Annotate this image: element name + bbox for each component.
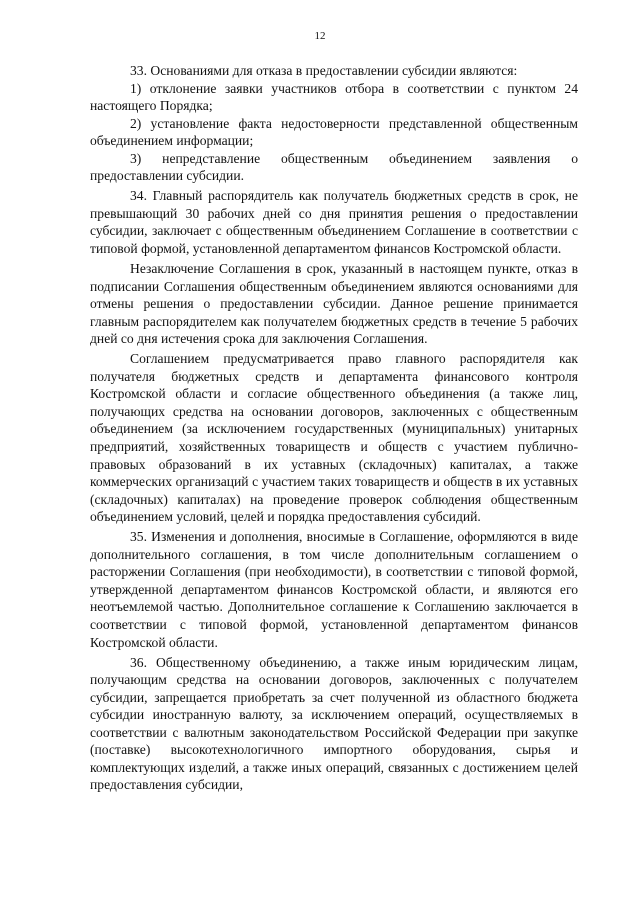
paragraph-36: 36. Общественному объединению, а также иным юридическим лицам, получающим средства на основании договоров, заключенных с получателем субсидии, запрещается приобретать за счет полученной из областного бюджета субсидии иностранную валюту, за исключением операций, осуществляемых в соответствии с валютным законодательством Российской Федерации при закупке (поставке) высокотехнологичного импортного оборудования, сырья и комплектующих изделий, а также иных операций, связанных с достижением целей предоставления субсидии, — [90, 654, 578, 793]
paragraph-33-item-1: 1) отклонение заявки участников отбора в соответствии с пунктом 24 настоящего Порядка; — [90, 80, 578, 114]
paragraph-35: 35. Изменения и дополнения, вносимые в Соглашение, оформляются в виде дополнительного соглашения, в том числе дополнительным соглашением о расторжении Соглашения (при необходимости), в соответствии с типовой формой, утвержденной департаментом финансов Костромской области, и являются его неотъемлемой частью. Дополнительное соглашение к Соглашению заключается в соответствии с типовой формой, установленной департаментом финансов Костромской области. — [90, 529, 578, 650]
paragraph-33-item-3: 3) непредставление общественным объединением заявления о предоставлении субсидии. — [90, 150, 578, 184]
paragraph-34: 34. Главный распорядитель как получатель бюджетных средств в срок, не превышающий 30 рабочих дней со дня принятия решения о предоставлении субсидии, заключает с общественным объединением Соглашение в соответствии с типовой формой, установленной департаментом финансов Костромской области. — [90, 188, 578, 256]
document-body — [90, 62, 578, 794]
paragraph-34-nonconclusion: Незаключение Соглашения в срок, указанный в настоящем пункте, отказ в подписании Соглашения общественным объединением являются основаниями для отмены решения о предоставлении субсидии. Данное решение принимается главным распорядителем как получателем бюджетных средств в течение 5 рабочих дней со дня истечения срока для заключения Соглашения. — [90, 261, 578, 347]
paragraph-33-item-2: 2) установление факта недостоверности представленной общественным объединением информации; — [90, 115, 578, 149]
paragraph-34-inspection-rights: Соглашением предусматривается право главного распорядителя как получателя бюджетных средств и департамента финансового контроля Костромской области и согласие общественного объединения (а также лиц, получающих средства на основании договоров, заключенных с общественным объединением (за исключением государственных (муниципальных) унитарных предприятий, хозяйственных товариществ и обществ с участием публично-правовых образований в их уставных (складочных) капиталах, а также коммерческих организаций с участием таких товариществ и обществ в их уставных (складочных) капиталах) на проведение проверок соблюдения общественным объединением условий, целей и порядка предоставления субсидий. — [90, 351, 578, 525]
paragraph-33-heading: 33. Основаниями для отказа в предоставлении субсидии являются: — [130, 63, 518, 78]
page-number: 12 — [314, 30, 326, 42]
